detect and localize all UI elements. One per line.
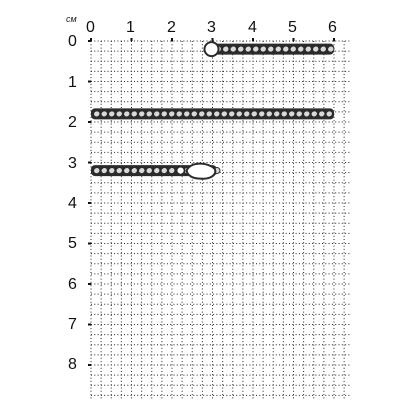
left-label-6: 6 <box>68 276 77 293</box>
left-label-8: 8 <box>68 356 77 373</box>
unit-label: см <box>66 14 77 24</box>
top-label-1: 1 <box>126 19 135 36</box>
top-label-5: 5 <box>288 19 297 36</box>
left-label-1: 1 <box>68 74 77 91</box>
top-label-6: 6 <box>328 19 337 36</box>
left-label-5: 5 <box>68 235 77 252</box>
left-label-0: 0 <box>68 33 77 50</box>
chain-segment-top <box>205 42 335 56</box>
lobster-clasp <box>187 164 216 179</box>
clasp-ring <box>205 42 219 56</box>
top-label-3: 3 <box>207 19 216 36</box>
top-label-0: 0 <box>86 19 95 36</box>
clasp-jump-ring <box>177 167 185 175</box>
chain-segment-middle <box>91 108 334 119</box>
chain-segment-bottom <box>91 164 221 179</box>
top-label-2: 2 <box>167 19 176 36</box>
left-label-4: 4 <box>68 195 77 212</box>
left-label-3: 3 <box>68 155 77 172</box>
left-label-2: 2 <box>68 114 77 131</box>
top-label-4: 4 <box>248 19 257 36</box>
left-label-7: 7 <box>68 316 77 333</box>
